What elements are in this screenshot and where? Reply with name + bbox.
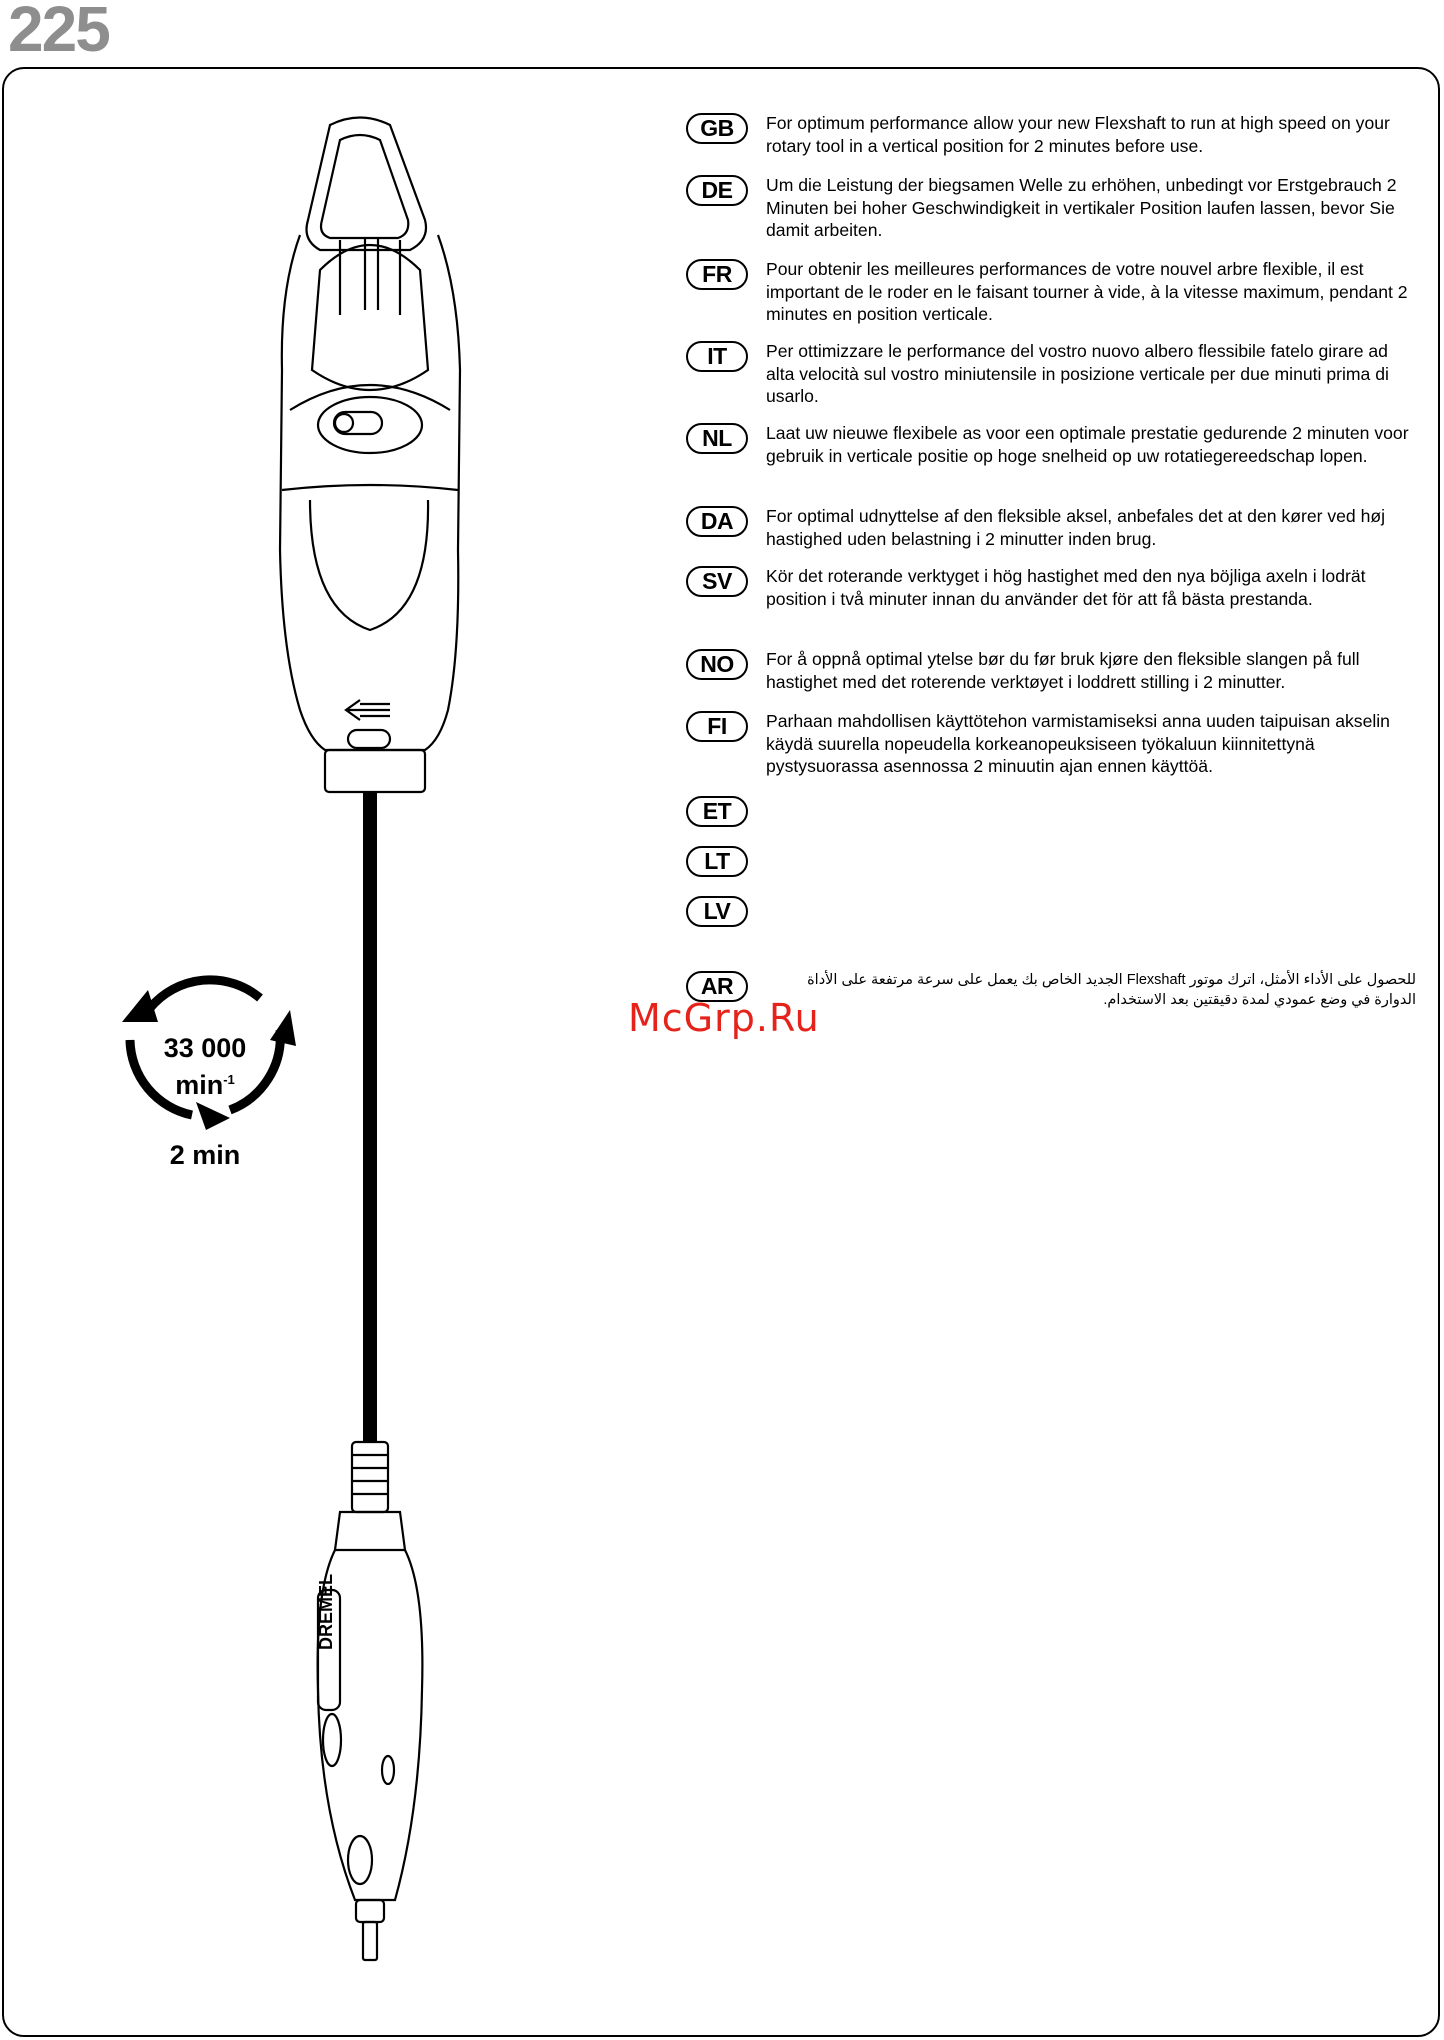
lang-row-lv xyxy=(686,895,748,927)
lang-badge: AR xyxy=(686,971,748,1002)
lang-row-da xyxy=(686,505,1386,549)
lang-badge: NO xyxy=(686,649,748,680)
lang-row-it xyxy=(686,340,1389,407)
lang-badge: ET xyxy=(686,796,748,827)
speed-value: 33 000 xyxy=(163,1033,247,1063)
lang-text: For optimal udnyttelse af den fleksible aksel, anbefales det at den kører ved høj hastighed uden belastning i 2 minutter inden brug. xyxy=(766,506,1386,549)
lang-badge: DA xyxy=(686,506,748,537)
lang-text: Um die Leistung der biegsamen Welle zu erhöhen, unbedingt vor Erstgebrauch 2 Minuten bei hoher Geschwindigkeit in vertikaler Position laufen lassen, bevor Sie damit arbeiten. xyxy=(766,175,1397,241)
lang-badge: FI xyxy=(686,711,748,742)
dremel-logo: DREMEL xyxy=(316,1574,336,1650)
lang-badge: LV xyxy=(686,896,748,927)
lang-badge: LT xyxy=(686,846,748,877)
run-cycle-diagram xyxy=(110,950,300,1180)
lang-badge: FR xyxy=(686,259,748,290)
lang-row-sv xyxy=(686,565,1366,609)
page-number: 225 xyxy=(8,0,109,65)
speed-label xyxy=(110,1032,300,1101)
lang-badge: SV xyxy=(686,566,748,597)
lang-row-no xyxy=(686,648,1360,692)
lang-row-et xyxy=(686,795,748,827)
speed-exponent: -1 xyxy=(223,1072,235,1087)
lang-badge: NL xyxy=(686,423,748,454)
duration-label: 2 min xyxy=(169,1140,241,1170)
lang-text: Parhaan mahdollisen käyttötehon varmistamiseksi anna uuden taipuisan akselin käydä suurella nopeudella korkeanopeuksiseen työkaluun kiinnitettynä pystysuorassa asennossa 2 minuutin ajan ennen käyttöä. xyxy=(766,711,1390,777)
lang-text: Kör det roterande verktyget i hög hastighet med den nya böjliga axeln i lodrät position i två minuter innan du använder det för att få bästa prestanda. xyxy=(766,566,1366,609)
lang-row-fr xyxy=(686,258,1408,325)
lang-row-de xyxy=(686,174,1397,241)
watermark: McGrp.Ru xyxy=(628,996,820,1040)
lang-text: Pour obtenir les meilleures performances de votre nouvel arbre flexible, il est important de le roder en le faisant tourner à vide, à la vitesse maximum, pendant 2 minutes en position verticale. xyxy=(766,259,1408,325)
lang-text: للحصول على الأداء الأمثل، اترك موتور Flexshaft الجديد الخاص بك يعمل على سرعة مرتفعة على الأداة الدوارة في وضع عمودي لمدة دقيقتين بعد الاستخدام. xyxy=(807,972,1416,1008)
lang-text: Per ottimizzare le performance del vostro nuovo albero flessibile fatelo girare ad alta velocità sul vostro miniutensile in posizione verticale per due minuti prima di usarlo. xyxy=(766,341,1389,407)
speed-unit: min xyxy=(175,1070,224,1100)
lang-badge: DE xyxy=(686,175,748,206)
lang-row-nl xyxy=(686,422,1409,466)
lang-row-lt xyxy=(686,845,748,877)
lang-text: For optimum performance allow your new Flexshaft to run at high speed on your rotary tool in a vertical position for 2 minutes before use. xyxy=(766,113,1390,156)
lang-text: For å oppnå optimal ytelse bør du før bruk kjøre den fleksible slangen på full hastighet med det roterende verktøyet i loddrett stilling i 2 minutter. xyxy=(766,649,1360,692)
lang-badge: GB xyxy=(686,113,748,144)
lang-badge: IT xyxy=(686,341,748,372)
lang-row-fi xyxy=(686,710,1390,777)
lang-text: Laat uw nieuwe flexibele as voor een optimale prestatie gedurende 2 minuten voor gebruik in verticale positie op hoge snelheid op uw rotatiegereedschap lopen. xyxy=(766,423,1409,466)
lang-row-gb xyxy=(686,112,1390,156)
